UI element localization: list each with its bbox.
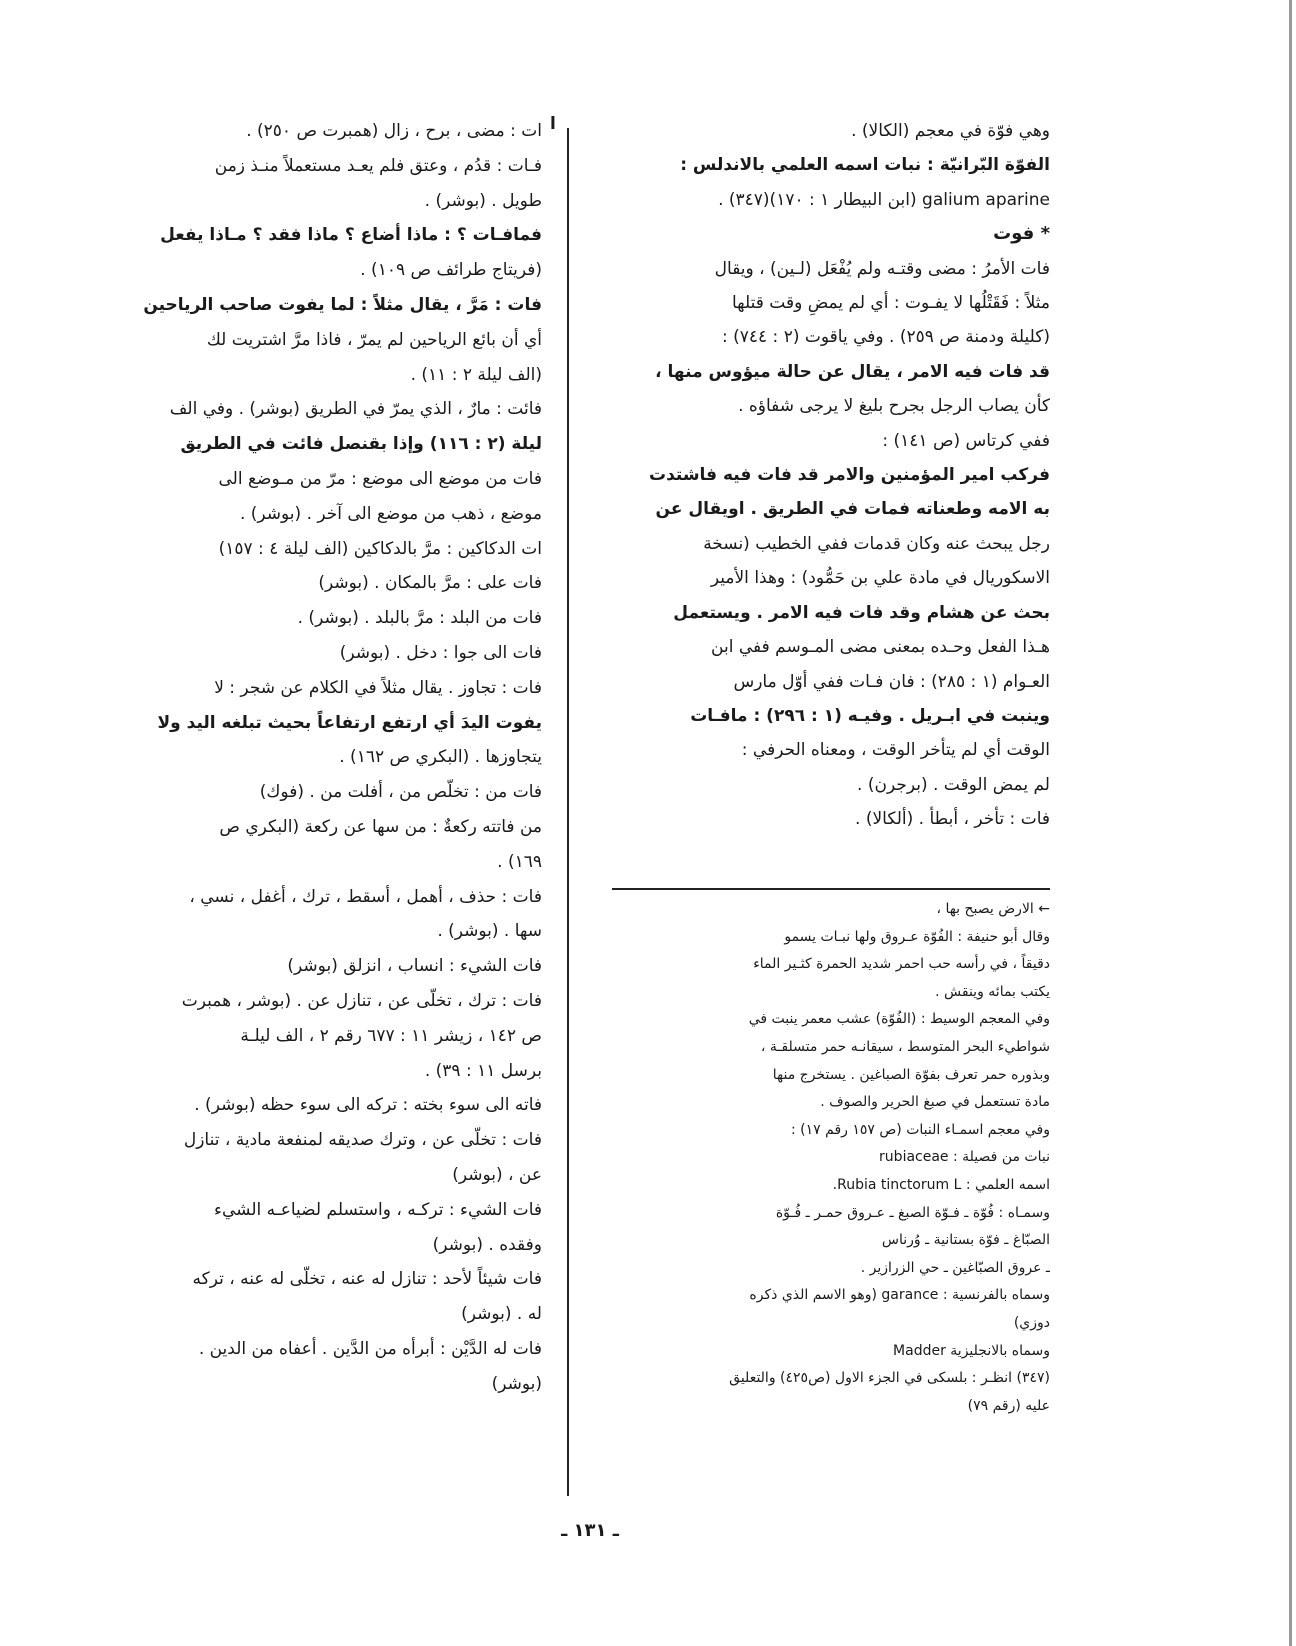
scan-edge (1289, 0, 1292, 1646)
footnote-line: وفي المعجم الوسيط : (الفُوّة) عشب معمر ينبت في (748, 1011, 1050, 1028)
footnote-separator (612, 888, 1050, 890)
text-line: (الف ليلة ٢ : ١١) . (410, 364, 542, 385)
footnote-line: وسماه بالانجليزية Madder (893, 1342, 1050, 1359)
text-line: ففي كرتاس (ص ١٤١) : (882, 430, 1050, 451)
text-line: موضع ، ذهب من موضع الى آخر . (بوشر) . (239, 503, 542, 524)
footnote-line: ـ عروق الصبّاغين ـ حي الزرازير . (860, 1259, 1050, 1276)
text-line: ليلة (٢ : ١١٦) وإذا بقنصل فائت في الطريق (180, 434, 542, 455)
left-column (105, 114, 542, 1401)
text-line: ات الدكاكين : مرَّ بالدكاكين (الف ليلة ٤ : ١٥٧) (218, 538, 542, 559)
text-line: الاسكوريال في مادة علي بن حَمُّود) : وهذا الأمير (710, 568, 1050, 589)
text-line: رجل يبحث عنه وكان قدمات ففي الخطيب (نسخة (703, 533, 1050, 554)
footnote-line: (٣٤٧) انظـر : بلسكى في الجزء الاول (ص٤٢٥) والتعليق (729, 1370, 1050, 1387)
text-line: فات الأمرُ : مضى وقتـه ولم يُفْعَل (لـين) ، ويقال (714, 258, 1050, 279)
text-line: وينبت في ابـريل . وفيـه (١ : ٢٩٦) : مافـات (690, 705, 1050, 726)
text-line: فركب امير المؤمنين والامر قد فات فيه فاشتدت (648, 465, 1050, 486)
text-line: فات : مَرَّ ، يقال مثلاً : لما يفوت صاحب الرياحين (143, 294, 542, 315)
text-line: له . (بوشر) (461, 1304, 542, 1325)
text-line: الوقت أي لم يتأخر الوقت ، ومعناه الحرفي : (741, 740, 1050, 761)
text-line: فات : حذف ، أهمل ، أسقط ، ترك ، أغفل ، نسي ، (189, 886, 542, 907)
text-line: يفوت اليدَ أي ارتفع ارتفاعاً بحيث تبلغه اليد ولا (157, 712, 542, 733)
right-column (600, 114, 1050, 837)
text-line: فات : ترك ، تخلّى عن ، تنازل عن . (بوشر ، همبرت (181, 990, 542, 1011)
text-line: فات : تأخر ، أبطأ . (ألكالا) . (855, 809, 1050, 830)
text-line: فـات : قدُم ، وعتق فلم يعـد مستعملاً منـذ زمن (214, 155, 542, 176)
text-line: فات له الدَّيْن : أبرأه من الدَّين . أعفاه من الدين . (198, 1338, 542, 1359)
text-line: وفقده . (بوشر) (432, 1234, 542, 1255)
text-line: ات : مضى ، برح ، زال (همبرت ص ٢٥٠) . (246, 121, 542, 141)
footnote-line: عليه (رقم ٧٩) (967, 1397, 1050, 1414)
text-line: الفوّة البّرانيّة : نبات اسمه العلمي بالاندلس : (680, 155, 1050, 176)
text-line: (كليلة ودمنة ص ٢٥٩) . وفي ياقوت (٢ : ٧٤٤) : (721, 327, 1050, 348)
text-line: لم يمض الوقت . (برجرن) . (857, 774, 1050, 795)
footnote-line: نبات من فصيلة : rubiaceae (879, 1149, 1050, 1166)
text-line: galium aparine (ابن البيطار ١ : ١٧٠)(٣٤٧) . (718, 189, 1050, 210)
footnote-line: ← الارض يصبح بها ، (936, 901, 1050, 917)
text-line: هـذا الفعل وحـده بمعنى مضى المـوسم ففي ابن (711, 637, 1050, 658)
text-line: فات شيئاً لأحد : تنازل له عنه ، تخلّى له عنه ، تركه (192, 1269, 542, 1290)
text-line: ص ١٤٢ ، زيشر ١١ : ٦٧٧ رقم ٢ ، الف ليلـة (240, 1025, 542, 1046)
text-line: فات من : تخلّص من ، أفلت من . (فوك) (259, 782, 542, 803)
text-line: فات : تخلّى عن ، وترك صديقه لمنفعة مادية ، تنازل (183, 1130, 542, 1151)
text-line: فات من موضع الى موضع : مرّ من مـوضع الى (218, 468, 542, 489)
footnote-line: يكتب بمائه وينقش . (935, 983, 1050, 1000)
text-line: (فريتاج طرائف ص ١٠٩) . (360, 260, 542, 281)
text-line: سها . (بوشر) . (437, 921, 542, 942)
footnote-line: دقيقاً ، في رأسه حب احمر شديد الحمرة كثـير الماء (753, 956, 1050, 973)
text-line: فات على : مرَّ بالمكان . (بوشر) (318, 573, 542, 594)
text-line: فات الشيء : تركـه ، واستسلم لضياعـه الشيء (214, 1199, 542, 1220)
footnote-line: وفي معجم اسمـاء النبات (ص ١٥٧ رقم ١٧) : (790, 1121, 1050, 1138)
text-line: به الامه وطعناته فمات في الطريق . اويقال عن (655, 499, 1050, 520)
text-line: فات : تجاوز . يقال مثلاً في الكلام عن شجر : لا (214, 677, 542, 698)
footnote-line: وسماه بالفرنسية : garance (وهو الاسم الذي ذكره (749, 1287, 1050, 1304)
column-marker: ا (550, 114, 556, 134)
text-line: كأن يصاب الرجل بجرح بليغ لا يرجى شفاؤه . (738, 396, 1050, 417)
footnote-line: دوزي) (1013, 1314, 1050, 1331)
text-line: أي أن بائع الرياحين لم يمرّ ، فاذا مرَّ اشتريت لك (206, 329, 542, 350)
footnote-line: شواطيء البحر المتوسط ، سيقانـه حمر متسلقـة ، (760, 1038, 1050, 1055)
footnote-line: الصبّاغ ـ فوّة بستانية ـ وُرناس (881, 1232, 1050, 1249)
text-line: بحث عن هشام وقد فات فيه الامر . ويستعمل (673, 602, 1050, 623)
text-line: مثلاً : فَقَتْلُها لا يفـوت : أي لم يمضِ وقت قتلها (731, 293, 1050, 314)
text-line: فات الى جوا : دخل . (بوشر) (339, 642, 542, 663)
footnote-line: وسمـاه : فُوّة ـ فـوّة الصبغ ـ عـروق حمـر ـ فُـوّة (775, 1204, 1050, 1221)
text-line: عن ، (بوشر) (452, 1164, 542, 1185)
text-line: من فاتته ركعةٌ : من سها عن ركعة (البكري ص (219, 816, 542, 837)
text-line: (بوشر) (491, 1373, 542, 1394)
text-line: فائت : مارٌ ، الذي يمرّ في الطريق (بوشر) . وفي الف (169, 399, 542, 420)
text-line: وهي فوّة في معجم (الكالا) . (851, 121, 1050, 141)
text-line: فاته الى سوء بخته : تركه الى سوء حظه (بوشر) . (194, 1095, 542, 1116)
footnote-line: مادة تستعمل في صبغ الحرير والصوف . (820, 1094, 1050, 1111)
text-line: ١٦٩) . (497, 851, 542, 872)
footnote-line: وبذوره حمر تعرف بفوّة الصباغين . يستخرج منها (772, 1066, 1050, 1083)
text-line: فات الشيء : انساب ، انزلق (بوشر) (287, 956, 542, 977)
text-line: العـوام (١ : ٢٨٥) : فان فـات ففي أوّل مارس (733, 671, 1050, 692)
entry-heading: * فوت (993, 223, 1050, 245)
text-line: فات من البلد : مرَّ بالبلد . (بوشر) . (297, 608, 542, 629)
text-line: يتجاوزها . (البكري ص ١٦٢) . (339, 747, 542, 768)
footnote-line: اسمه العلمي : Rubia tinctorum L. (832, 1176, 1050, 1193)
text-line: برسل ١١ : ٣٩) . (424, 1060, 542, 1081)
footnotes (600, 896, 1050, 1420)
column-divider (567, 128, 569, 1496)
text-line: قد فات فيه الامر ، يقال عن حالة ميؤوس منها ، (655, 361, 1050, 382)
text-line: طويل . (بوشر) . (424, 190, 542, 211)
footnote-line: وقال أبو حنيفة : الفُوّة عـروق ولها نبـات يسمو (784, 928, 1050, 945)
page-number: ـ ١٣١ ـ (561, 1520, 619, 1541)
text-line: فمافـات ؟ : ماذا أضاع ؟ ماذا فقد ؟ مـاذا يفعل (160, 225, 542, 246)
